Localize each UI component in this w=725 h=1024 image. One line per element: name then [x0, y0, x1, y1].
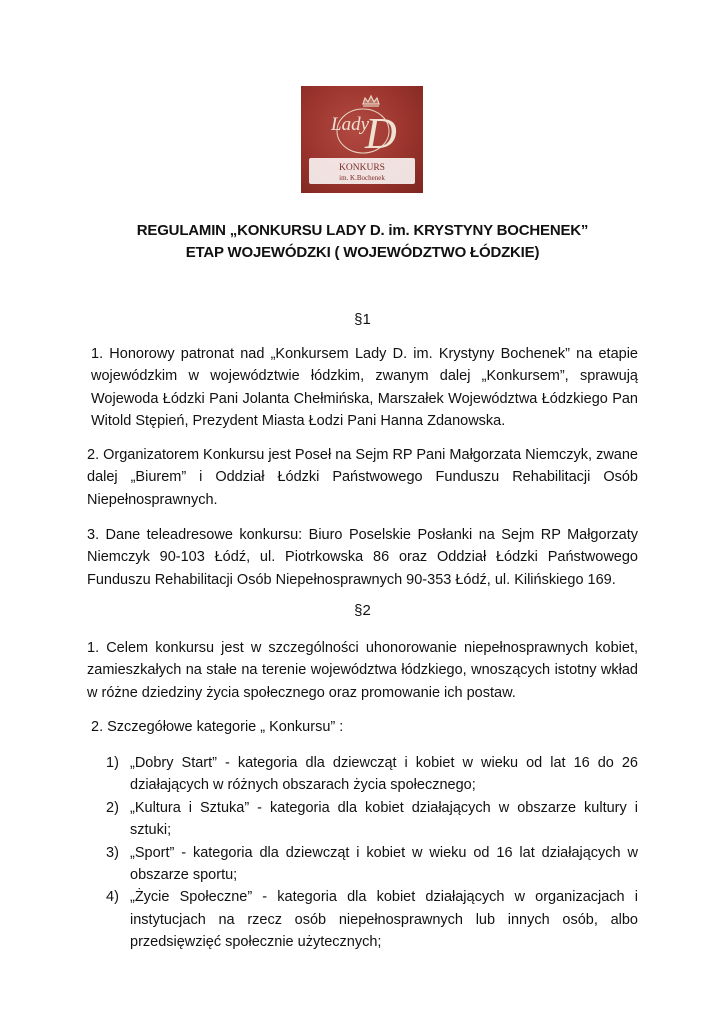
list-item — [106, 797, 638, 842]
document-subtitle: ETAP WOJEWÓDZKI ( WOJEWÓDZTWO ŁÓDZKIE) — [185, 244, 540, 261]
document-title: REGULAMIN „KONKURSU LADY D. im. KRYSTYNY BOCHENEK” — [136, 222, 589, 239]
contest-logo — [301, 86, 423, 193]
list-item-number: 2) — [106, 799, 119, 816]
list-item-text: „Sport” - kategoria dla dziewcząt i kobiet w wieku od 16 lat działających w obszarze sportu; — [130, 844, 638, 884]
list-item — [106, 842, 638, 887]
categories-list — [106, 752, 638, 954]
paragraph-2-1: 1. Celem konkursu jest w szczególności uhonorowanie niepełnosprawnych kobiet, zamieszkałych na stałe na terenie województwa łódzkiego, wnoszących istotny wkład w różne dziedziny życia społecznego oraz promowanie ich postaw. — [87, 640, 638, 701]
list-item-text: „Kultura i Sztuka” - kategoria dla kobiet działających w obszarze kultury i sztuki; — [130, 799, 638, 839]
list-item-text: „Dobry Start” - kategoria dla dziewcząt i kobiet w wieku od lat 16 do 26 działających w różnych obszarach życia społecznego; — [130, 755, 638, 794]
list-item-number: 3) — [106, 844, 119, 861]
crown-icon — [363, 96, 379, 106]
logo-monogram: D — [365, 109, 397, 158]
paragraph-1-1: 1. Honorowy patronat nad „Konkursem Lady D. im. Krystyny Bochenek” na etapie wojewódzkim w województwie łódzkim, zwanym dalej „Konkursem”, sprawują Wojewoda Łódzki Pani Jolanta Chełmińska, Marszałek Województwa Łódzkiego Pan Witold Stępień, Prezydent Miasta Łodzi Pani Hanna Zdanowska. — [91, 346, 638, 430]
list-item-text: „Życie Społeczne” - kategoria dla kobiet działających w organizacjach i instytucjach na rzecz osób niepełnosprawnych lub innych osób, albo przedsięwzięć społecznie użytecznych; — [130, 889, 638, 951]
list-item-number: 1) — [106, 755, 119, 771]
list-item — [106, 886, 638, 953]
paragraph-2-2: 2. Szczegółowe kategorie „ Konkursu” : — [91, 719, 344, 735]
section-heading-2: §2 — [354, 602, 371, 619]
logo-lady-text: Lady — [331, 114, 369, 135]
section-heading-1: §1 — [354, 311, 371, 328]
list-item-number: 4) — [106, 889, 119, 906]
paragraph-1-3: 3. Dane teleadresowe konkursu: Biuro Poselskie Posłanki na Sejm RP Małgorzaty Niemczyk 90-103 Łódź, ul. Piotrkowska 86 oraz Oddział Łódzki Państwowego Funduszu Rehabilitacji Osób Niepełnosprawnych 90-353 Łódź, ul. Kilińskiego 169. — [87, 527, 638, 588]
logo-konkurs-text: KONKURS — [339, 163, 385, 173]
list-item — [106, 752, 638, 797]
logo-name-text: im. K.Bochenek — [339, 174, 385, 182]
paragraph-1-2: 2. Organizatorem Konkursu jest Poseł na Sejm RP Pani Małgorzata Niemczyk, zwane dalej „Biurem” i Oddział Łódzki Państwowego Funduszu Rehabilitacji Osób Niepełnosprawnych. — [87, 447, 638, 508]
